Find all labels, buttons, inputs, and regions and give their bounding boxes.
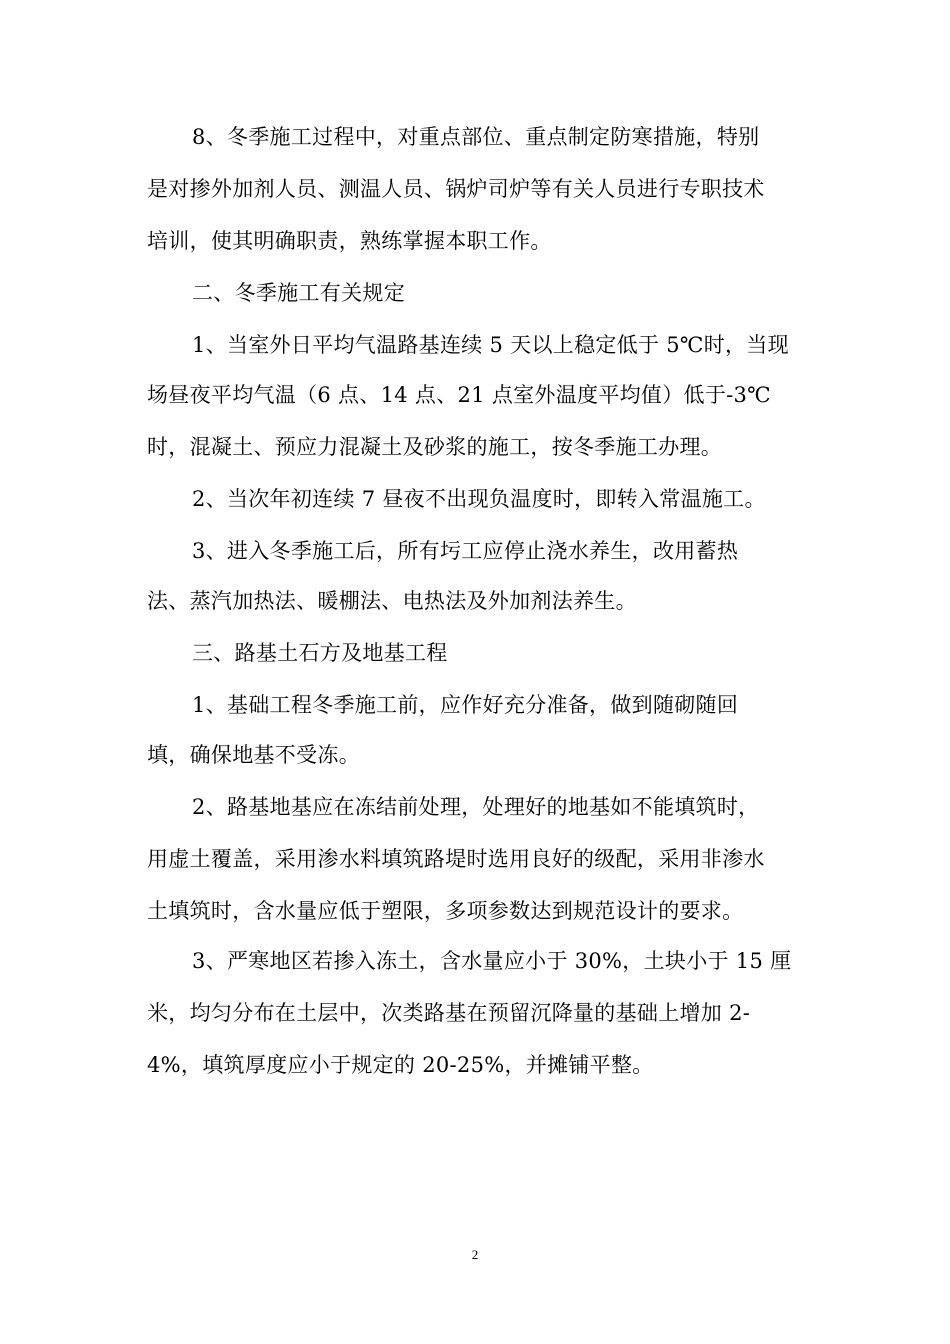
text-line-earth2-1: 2、路基地基应在冻结前处理，处理好的地基如不能填筑时，	[192, 795, 760, 819]
text-line-rule3-2: 法、蒸汽加热法、暖棚法、电热法及外加剂法养生。	[147, 589, 637, 613]
text-line-earth2-3: 土填筑时，含水量应低于塑限，多项参数达到规范设计的要求。	[147, 899, 744, 923]
text-line-rule1-2: 场昼夜平均气温（6 点、14 点、21 点室外温度平均值）低于-3℃	[147, 383, 771, 407]
text-line-earth1-2: 填，确保地基不受冻。	[147, 743, 360, 767]
text-line-winter-training-2: 是对掺外加剂人员、测温人员、锅炉司炉等有关人员进行专职技术	[147, 177, 765, 201]
text-line-earth3-3: 4%，填筑厚度应小于规定的 20-25%，并摊铺平整。	[147, 1053, 654, 1077]
text-line-earth2-2: 用虚土覆盖，采用渗水料填筑路堤时选用良好的级配，采用非渗水	[147, 847, 765, 871]
text-line-winter-training-3: 培训，使其明确职责，熟练掌握本职工作。	[147, 229, 552, 253]
section-heading-winter-rules: 二、冬季施工有关规定	[192, 281, 405, 305]
section-heading-earthworks: 三、路基土石方及地基工程	[192, 641, 448, 665]
text-line-earth1-1: 1、基础工程冬季施工前，应作好充分准备，做到随砌随回	[192, 693, 739, 717]
text-line-earth3-1: 3、严寒地区若掺入冻土，含水量应小于 30%，土块小于 15 厘	[192, 949, 792, 973]
text-line-earth3-2: 米，均匀分布在土层中，次类路基在预留沉降量的基础上增加 2-	[147, 1001, 751, 1025]
text-line-rule1-1: 1、当室外日平均气温路基连续 5 天以上稳定低于 5℃时，当现	[192, 333, 789, 357]
page-number: 2	[471, 1247, 479, 1262]
text-line-rule2: 2、当次年初连续 7 昼夜不出现负温度时，即转入常温施工。	[192, 487, 766, 511]
text-line-rule3-1: 3、进入冬季施工后，所有圬工应停止浇水养生，改用蓄热	[192, 539, 739, 563]
text-line-rule1-3: 时，混凝土、预应力混凝土及砂浆的施工，按冬季施工办理。	[147, 435, 723, 459]
text-line-winter-training-1: 8、冬季施工过程中，对重点部位、重点制定防寒措施，特别	[192, 125, 760, 149]
